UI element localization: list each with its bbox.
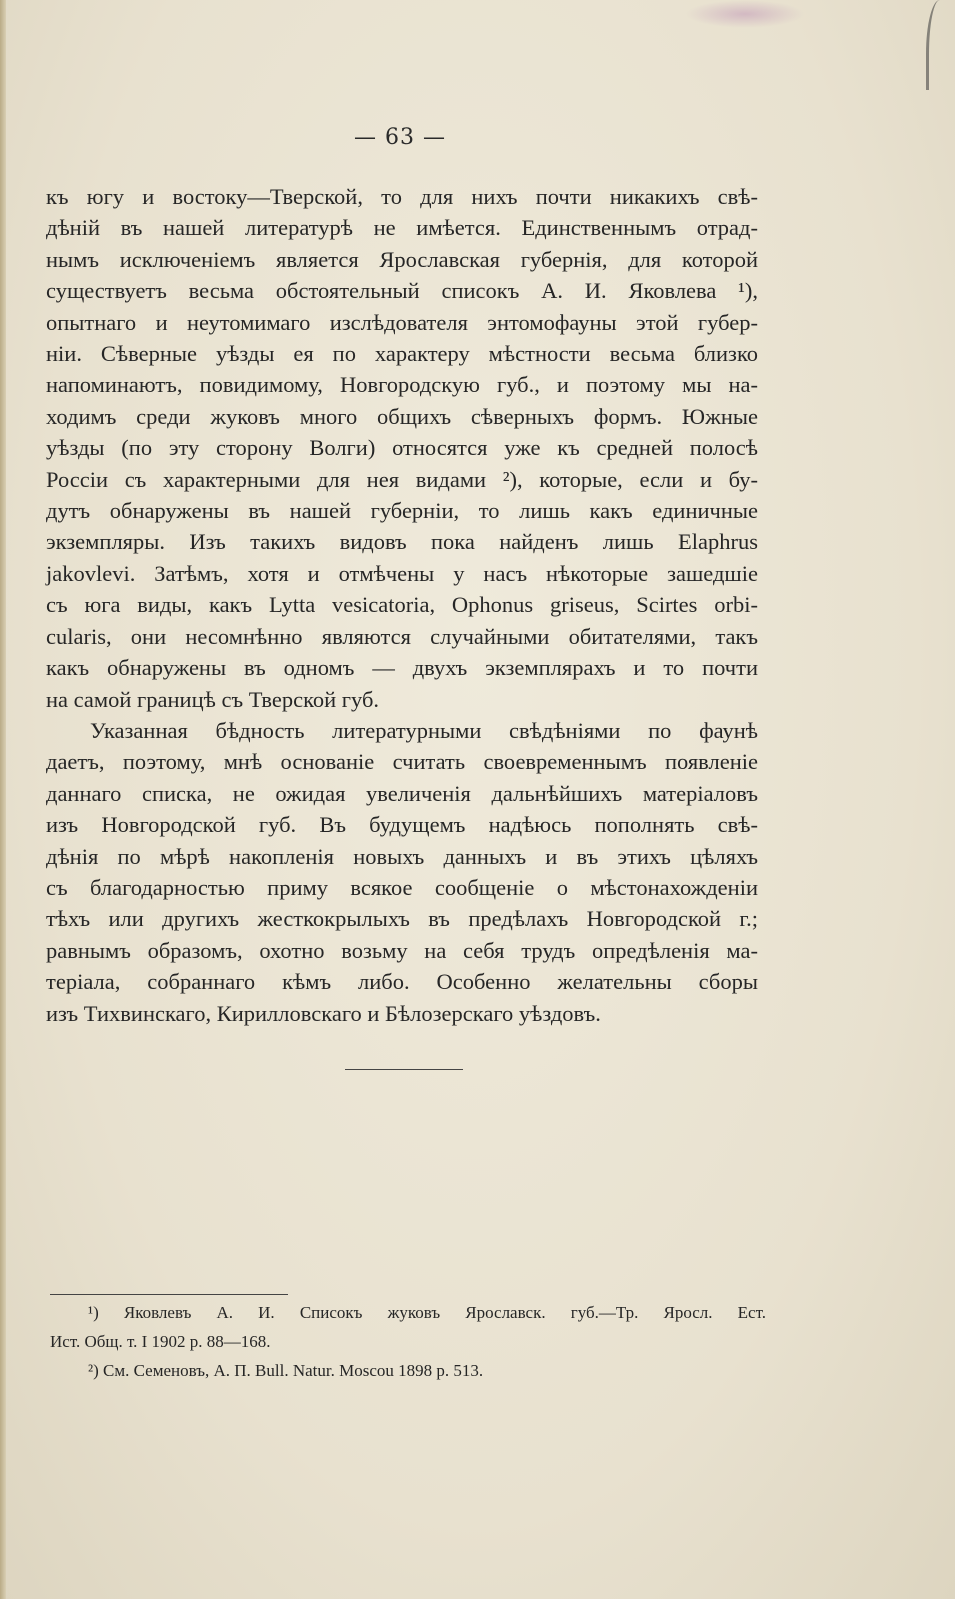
text-line: ходимъ среди жуковъ много общихъ сѣверныхъ формъ. Южные bbox=[46, 403, 758, 429]
paragraph-1 bbox=[46, 181, 758, 715]
ink-stain bbox=[685, 0, 805, 28]
text-line: теріала, собраннаго кѣмъ либо. Особенно желательны сборы bbox=[46, 969, 758, 995]
text-line: съ благодарностью приму всякое сообщеніе о мѣстонахожденіи bbox=[46, 874, 758, 900]
text-line: дѣній въ нашей литературѣ не имѣется. Единственнымъ отрад- bbox=[46, 215, 758, 241]
text-line: нымъ исключеніемъ является Ярославская губернія, для которой bbox=[46, 246, 758, 272]
text-line: Россіи съ характерными для нея видами ²), которые, если и бу- bbox=[46, 466, 758, 492]
text-line: дутъ обнаружены въ нашей губерніи, то лишь какъ единичные bbox=[46, 498, 758, 524]
text-line: даетъ, поэтому, мнѣ основаніе считать своевременнымъ появленіе bbox=[46, 749, 758, 775]
text-line: равнымъ образомъ, охотно возьму на себя трудъ опредѣленія ма- bbox=[46, 937, 758, 963]
page-number: — 63 — bbox=[354, 125, 446, 150]
text-line: уѣзды (по эту сторону Волги) относятся уже къ средней полосѣ bbox=[46, 435, 758, 461]
section-divider bbox=[345, 1069, 463, 1070]
page-corner-curl bbox=[926, 0, 949, 90]
text-line: cularis, они несомнѣнно являются случайными обитателями, такъ bbox=[46, 623, 758, 649]
page-binding-edge bbox=[0, 0, 6, 1599]
text-line: напоминаютъ, повидимому, Новгородскую губ., и поэтому мы на- bbox=[46, 372, 758, 398]
text-line: съ юга виды, какъ Lytta vesicatoria, Ophonus griseus, Scirtes orbi- bbox=[46, 592, 758, 618]
text-line: тѣхъ или другихъ жесткокрылыхъ въ предѣлахъ Новгородской г.; bbox=[46, 906, 758, 932]
footnotes bbox=[50, 1298, 766, 1385]
text-line: дѣнія по мѣрѣ накопленія новыхъ данныхъ и въ этихъ цѣляхъ bbox=[46, 843, 758, 869]
text-line: къ югу и востоку—Тверской, то для нихъ почти никакихъ свѣ- bbox=[46, 184, 758, 209]
text-line: ніи. Сѣверные уѣзды ея по характеру мѣстности весьма близко bbox=[46, 341, 758, 367]
text-line: опытнаго и неутомимаго изслѣдователя энтомофауны этой губер- bbox=[46, 309, 758, 335]
footnote-1-line-2: Ист. Общ. т. I 1902 р. 88—168. bbox=[50, 1332, 271, 1351]
main-text bbox=[46, 181, 758, 1029]
text-line: на самой границѣ съ Тверской губ. bbox=[46, 686, 380, 712]
text-line: Указанная бѣдность литературными свѣдѣніями по фаунѣ bbox=[90, 717, 758, 743]
text-line: экземпляры. Изъ такихъ видовъ пока найденъ лишь Elaphrus bbox=[46, 529, 758, 555]
footnote-rule bbox=[50, 1294, 288, 1295]
text-line: какъ обнаружены въ одномъ — двухъ экземплярахъ и то почти bbox=[46, 655, 758, 681]
text-line: даннаго списка, не ожидая увеличенія дальнѣйшихъ матеріаловъ bbox=[46, 780, 758, 806]
text-line: изъ Новгородской губ. Въ будущемъ надѣюсь пополнять свѣ- bbox=[46, 812, 758, 838]
paragraph-2 bbox=[46, 715, 758, 1029]
text-line: jakovlevi. Затѣмъ, хотя и отмѣчены у насъ нѣкоторые зашедшіе bbox=[46, 560, 758, 586]
footnote-2: ²) См. Семеновъ, А. П. Bull. Natur. Moscou 1898 р. 513. bbox=[88, 1361, 484, 1380]
text-line: изъ Тихвинскаго, Кирилловскаго и Бѣлозерскаго уѣздовъ. bbox=[46, 1000, 601, 1026]
footnote-1-line-1: ¹) Яковлевъ А. И. Списокъ жуковъ Ярославск. губ.—Тр. Яросл. Ест. bbox=[88, 1303, 766, 1322]
text-line: существуетъ весьма обстоятельный списокъ А. И. Яковлева ¹), bbox=[46, 278, 758, 304]
